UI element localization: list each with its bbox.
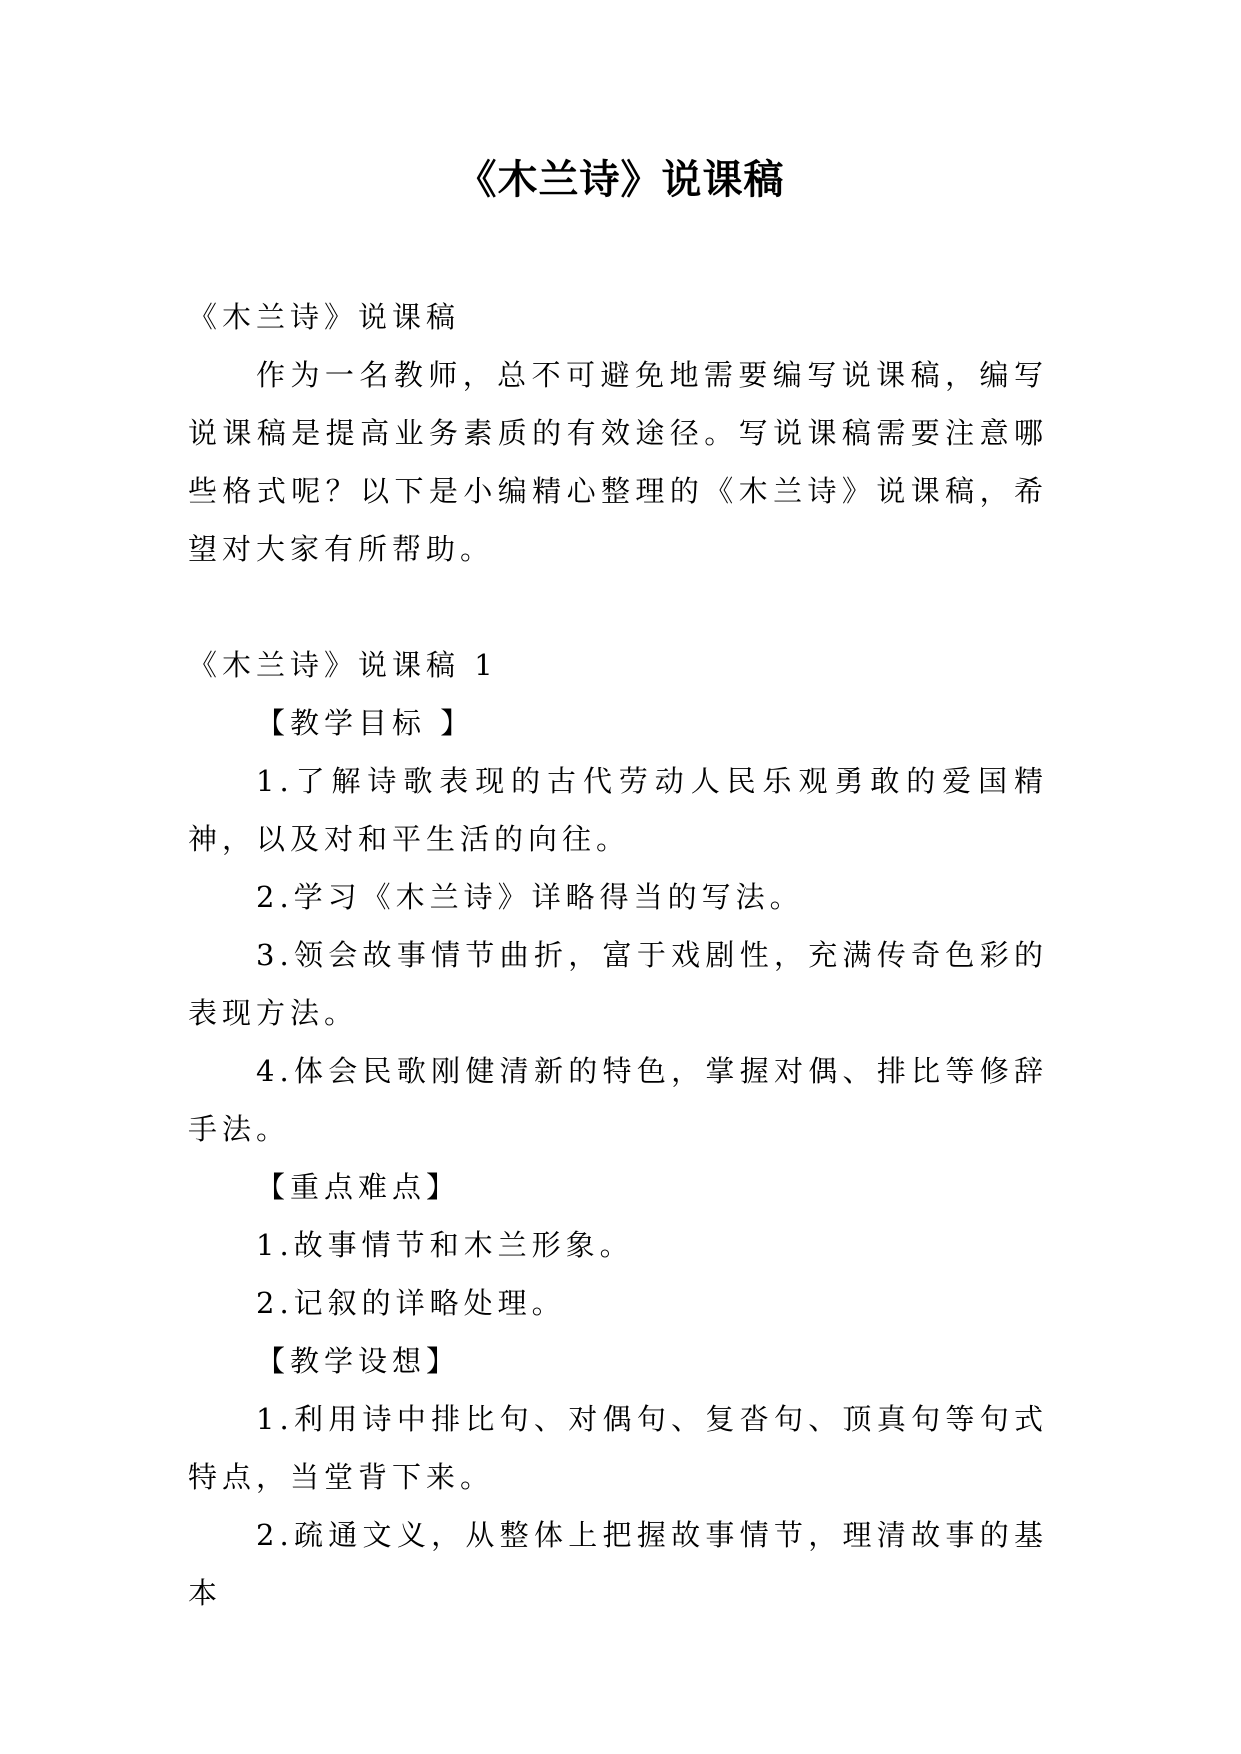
key-point-item-1: 1.故事情节和木兰形象。 bbox=[256, 1228, 634, 1262]
intro-paragraph: 作为一名教师，总不可避免地需要编写说课稿，编写说课稿是提高业务素质的有效途径。写说课稿需要注意哪些格式呢？以下是小编精心整理的《木兰诗》说课稿，希望对大家有所帮助。 bbox=[188, 358, 1048, 566]
key-points-heading: 【重点难点】 bbox=[256, 1170, 461, 1204]
goal-item-3: 3.领会故事情节曲折，富于戏剧性，充满传奇色彩的表现方法。 bbox=[188, 938, 1048, 1030]
subtitle-paragraph: 《木兰诗》说课稿 bbox=[188, 300, 461, 334]
key-point-item-2: 2.记叙的详略处理。 bbox=[256, 1286, 566, 1320]
goal-item-4: 4.体会民歌刚健清新的特色，掌握对偶、排比等修辞手法。 bbox=[188, 1054, 1048, 1146]
section-heading: 《木兰诗》说课稿 1 bbox=[188, 648, 498, 682]
blank-line bbox=[188, 578, 1048, 636]
document-title: 《木兰诗》说课稿 bbox=[456, 157, 785, 203]
plan-item-1: 1.利用诗中排比句、对偶句、复沓句、顶真句等句式特点，当堂背下来。 bbox=[188, 1402, 1048, 1494]
document-body bbox=[188, 288, 1048, 1622]
teaching-plan-heading: 【教学设想】 bbox=[256, 1344, 461, 1378]
teaching-goals-heading: 【教学目标 】 bbox=[256, 706, 475, 740]
goal-item-2: 2.学习《木兰诗》详略得当的写法。 bbox=[256, 880, 804, 914]
goal-item-1: 1.了解诗歌表现的古代劳动人民乐观勇敢的爱国精神，以及对和平生活的向往。 bbox=[188, 764, 1048, 856]
plan-item-2: 2.疏通文义，从整体上把握故事情节，理清故事的基本 bbox=[188, 1518, 1048, 1610]
